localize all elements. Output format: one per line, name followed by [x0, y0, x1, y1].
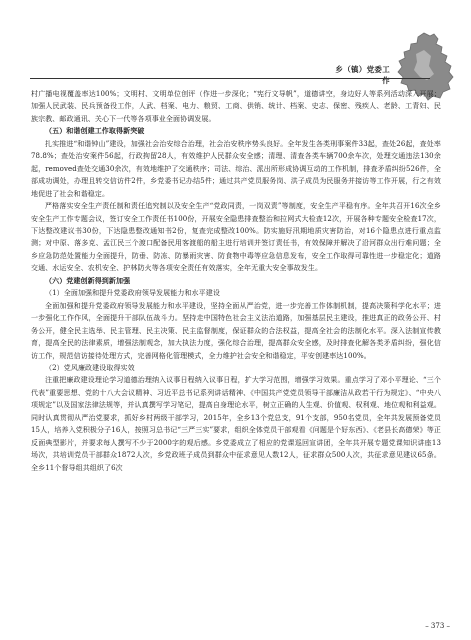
paragraph: 严格落实安全生产责任制和责任追究制以及安全生产“党政同责，一岗双责”等制度，安全生产平稳有序。全年共召开16次全乡安全生产工作专题会议，签订安全工作责任书100份，开展安全隐患排查整治和拉网式大检查12次，开展各种专题安全检查17次，下达整改建议书30份，下达隐患整改通知书2份，复查完成整改100%。防实施好汛期地质灾害防治，对16个隐患点进行重点监测；对中原、落多克、孟江民三个渡口配备民用客渡船的船主进行培训并签订责任书，有效保障并解决了沿河群众出行难问题；全乡应急防范处置能力全面提升，防垂、防冻、防暴雨灾害、防食物中毒等应急信息发布，安全工作取得可靠性进一步稳定化；道路交通、水运安全、农机安全、护林防火等各项安全责任有效落实，全年无重大安全事故发生。 — [31, 202, 441, 273]
paragraph: 扎实推进“和谐钟山”建设，加强社会治安综合治理，社会治安秩序势头良好。全年发生各类刑事案件33起，查处26起，查处率78.8%；查处治安案件56起，行政拘留28人，有效维护人民群众安全感；清理、清查各类车辆700余车次，处理交通违法130余起，removed查处交通30余次，有效地维护了交通秩序；司法、综治、派出所形成协调互动的工作机制，排查矛盾纠纷526件，全部成功调处，办理且转交信访件2件，乡党委书记办结5件；通过共产党员服务岗、洪子成员为民服务并接访等工作开展，行之有效地促进了社会和谐稳定。 — [31, 139, 441, 198]
paragraph: 注重把廉政建设理论学习道德治理纳入议事日程纳入议事日程，扩大学习范围，增强学习效果。重点学习了邓小平理论、“三个代表”重要思想、党的十八大会议精神、习近平总书记系列讲话精神、《中国共产党党员领导干部廉洁从政若干行为规定》、“中央八项规定”以及国家法律法规等，并认真撰写学习笔记，提高自身理论水平，树立正确的人生观、价值观、权利观、地位观和利益观。同时认真贯彻从严治党要求，抓好乡村两级干部学习，2015年，全乡13个党总支，91个支部，950名党员，全年共发展预备党员15人，培养入党积极分子16人，按照习总书记“三严三实”要求，组织全体党员干部观看《问题是个好东西》、《老县长高德荣》等正反面典型影片，并要求每人撰写不少于2000字的观后感。乡党委成立了相应的党课巡回宣讲团，全年共开展专题党课知识讲座13场次，共培训党员干部群众1872人次，乡党政班子成员到群众中征求意见人数12人，征求群众500人次，共征求意见建议65条。全乡11个督导组共组织了6次 — [31, 376, 441, 472]
body-text — [31, 88, 441, 474]
header-divider — [30, 78, 430, 79]
subsection-heading: （2）党风廉政建设取得实效 — [45, 363, 135, 372]
section-heading: （五）和谐创建工作取得新突破 — [45, 127, 145, 136]
page-number: – 373 – — [425, 622, 450, 630]
section-heading: （六）党建创新得到新加强 — [45, 276, 131, 285]
subsection-heading: （1）全面加强和提升党委政府领导发展能力和水平建设 — [45, 289, 220, 298]
section-header-title: 乡（镇）党委工作 — [335, 65, 390, 85]
paragraph: 全面加强和提升党委政府领导发展能力和水平建设，坚持全面从严治党，进一步完善工作体制机制，提高决策科学化水平；进一步强化工作作风，全面提升干部队伍战斗力。坚持走中国特色社会主义法治道路，加强基层民主建设，推进真正的政务公开、村务公开，健全民主选举、民主管理、民主决策、民主监督制度，保证群众的合法权益，提高全社会的法制化水平。深入法制宣传教育，提高全民的法律素质，增强法制观念，加大执法力度，强化综合治理，提高群众安全感，及时排查化解各类矛盾纠纷，强化信访工作，规范信访接待处理方式，完善网格化管理模式，全力维护社会安全和谐稳定，平安创建率达100%。 — [31, 301, 441, 360]
paragraph: 村广播电视覆盖率达100%；文明村、文明单位创评（作进一步深化；“宪行文导帆”，道德讲空，身边好人等系列活动深入开展；加强人民武装、民兵预备役工作，人武、档案、电力、粮贸、工商、供销、统计、档案、史志、保密、残疾人、老龄、工青妇、民族宗教、邮政通讯、关心下一代等各项事业全面协调发展。 — [31, 90, 441, 123]
